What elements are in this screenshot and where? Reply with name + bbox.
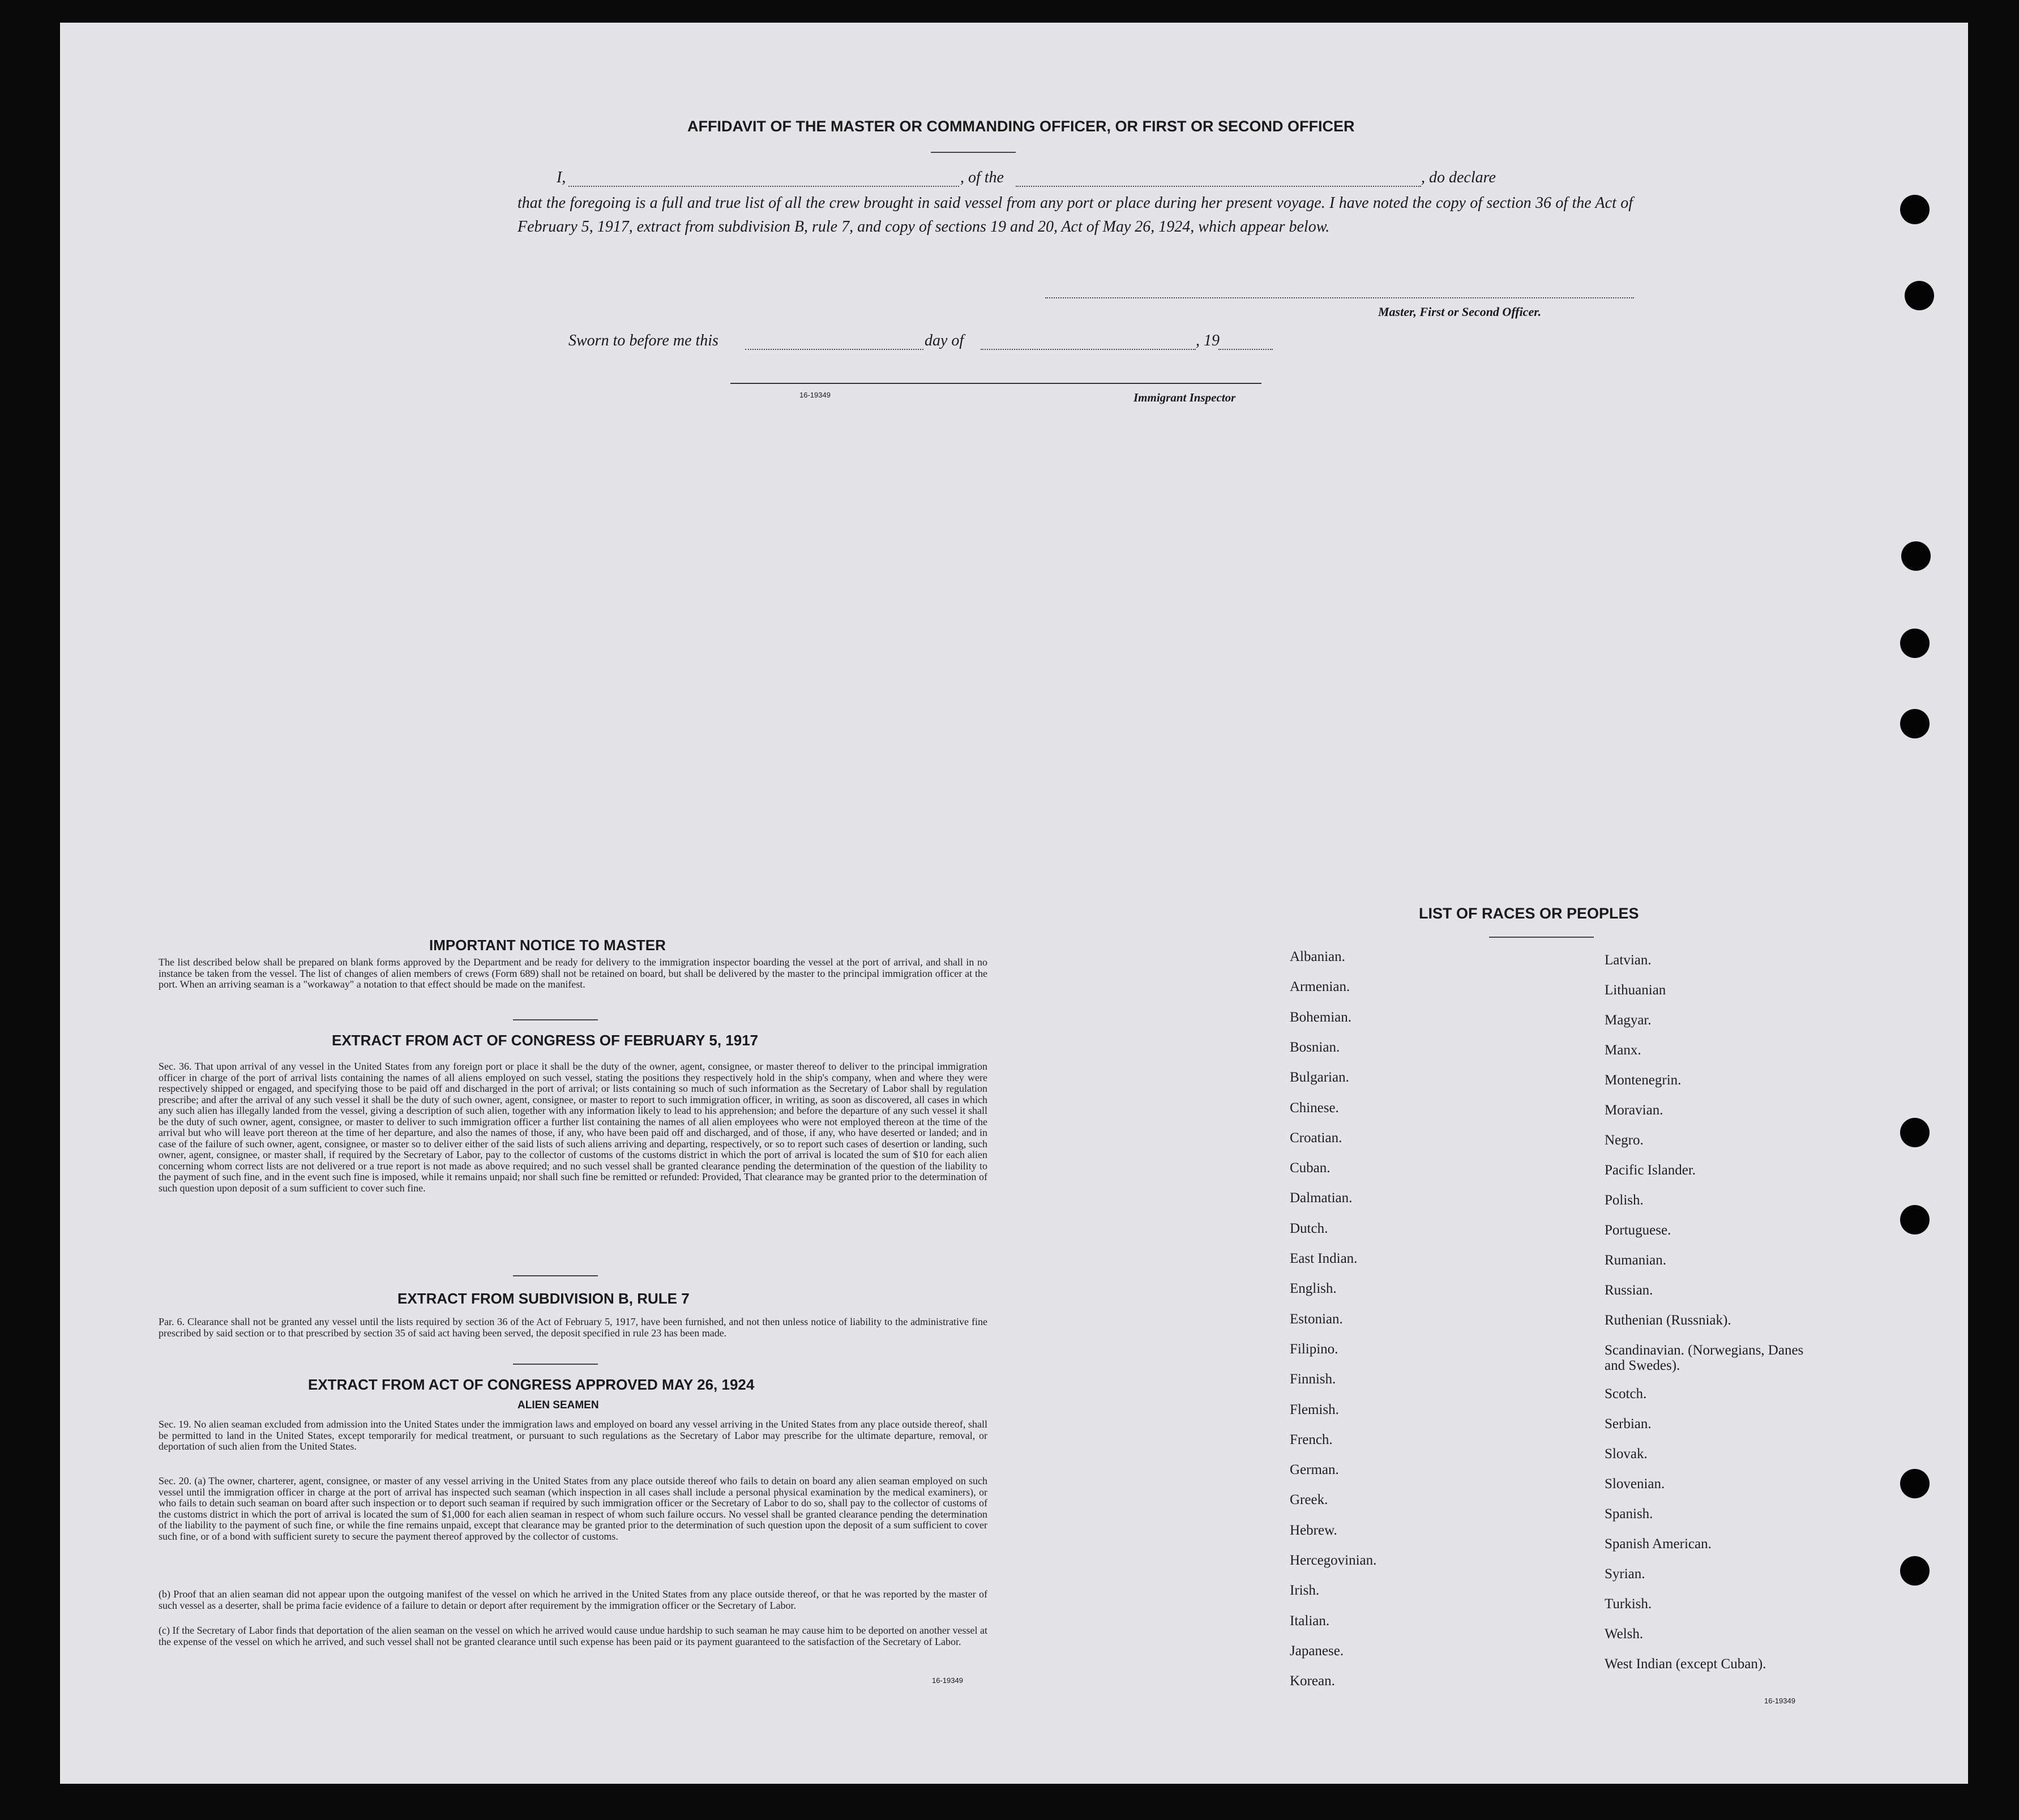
extract-1924-title: EXTRACT FROM ACT OF CONGRESS APPROVED MAY 26, 1924 (308, 1376, 755, 1393)
binder-hole (1900, 1469, 1930, 1498)
race-item: Hercegovinian. (1290, 1553, 1377, 1568)
race-item: Moravian. (1605, 1103, 1663, 1118)
race-item: Serbian. (1605, 1416, 1652, 1432)
signature-line[interactable] (1045, 297, 1634, 298)
inspector-line[interactable] (730, 383, 1261, 384)
binder-hole (1900, 195, 1930, 224)
binder-hole (1900, 709, 1930, 738)
race-item: Ruthenian (Russniak). (1605, 1313, 1731, 1328)
race-item: Manx. (1605, 1043, 1641, 1058)
race-item: English. (1290, 1281, 1337, 1297)
race-item: Welsh. (1605, 1626, 1644, 1642)
race-item: Syrian. (1605, 1566, 1645, 1582)
race-item: Portuguese. (1605, 1223, 1671, 1238)
extract-1924-subtitle: ALIEN SEAMEN (517, 1399, 599, 1411)
vessel-field[interactable] (1016, 186, 1421, 187)
signature-caption: Master, First or Second Officer. (1378, 305, 1542, 319)
races-rule (1489, 937, 1594, 938)
race-item: Slovenian. (1605, 1476, 1665, 1492)
form-number-top: 16-19349 (799, 391, 831, 399)
extract-1917-rule (513, 1275, 598, 1276)
form-number-bottom-left: 16-19349 (932, 1676, 963, 1685)
binder-hole (1900, 1556, 1930, 1586)
race-item: Irish. (1290, 1583, 1320, 1599)
sworn-day-field[interactable] (745, 349, 923, 350)
form-number-races: 16-19349 (1764, 1697, 1795, 1705)
notice-body: The list described below shall be prepared on blank forms approved by the Department and be ready for delivery to the immigration inspector boarding the vessel at the port of arrival, and shall in no instance be taken from the vessel. The list of changes of alien members of crews (Form 689) shall not be retained on board, but shall be delivered by the master to the principal immigration officer at the port. When an arriving seaman is a "workaway" a notation to that effect should be made on the manifest. (159, 956, 987, 990)
affidavit-title: AFFIDAVIT OF THE MASTER OR COMMANDING OFFICER, OR FIRST OR SECOND OFFICER (687, 118, 1355, 135)
race-item: Scotch. (1605, 1386, 1647, 1402)
race-item: Latvian. (1605, 952, 1652, 968)
race-item: Flemish. (1290, 1402, 1339, 1417)
race-item: Croatian. (1290, 1130, 1342, 1146)
race-item: Negro. (1605, 1133, 1644, 1148)
race-item: Slovak. (1605, 1446, 1648, 1462)
race-item: West Indian (except Cuban). (1605, 1656, 1766, 1672)
race-item: Chinese. (1290, 1100, 1339, 1116)
sworn-label: Sworn to before me this (568, 332, 718, 349)
rule7-body: Par. 6. Clearance shall not be granted any vessel until the lists required by section 36 of the Act of February 5, 1917, have been furnished, and not then unless notice of liability to the administrative fine prescribed by said section or to that prescribed by section 35 of said act having been served, the deposit specified in rule 23 has been made. (159, 1316, 987, 1339)
binder-hole (1901, 541, 1931, 571)
race-item: Pacific Islander. (1605, 1163, 1696, 1178)
race-item: Bohemian. (1290, 1009, 1352, 1025)
sworn-year-field[interactable] (1218, 349, 1273, 350)
race-item: Korean. (1290, 1673, 1335, 1689)
document-page (60, 23, 1968, 1784)
rule7-rule (513, 1364, 598, 1365)
race-item: Spanish. (1605, 1506, 1653, 1522)
sec20c-body: (c) If the Secretary of Labor finds that deportation of the alien seaman on the vessel on which he arrived would cause undue hardship to such seaman he may cause him to be deported on another vessel at the expense of the vessel on which he arrived, and such vessel shall not be granted clearance until such expense has been paid or its payment guaranteed to the satisfaction of the Secretary of Labor. (159, 1625, 987, 1647)
race-item: Armenian. (1290, 979, 1350, 995)
race-item: Cuban. (1290, 1160, 1331, 1176)
race-item: Lithuanian (1605, 982, 1666, 998)
binder-hole (1900, 1205, 1930, 1234)
race-item: Japanese. (1290, 1643, 1344, 1659)
binder-hole (1900, 1118, 1930, 1147)
race-item: Bulgarian. (1290, 1070, 1349, 1086)
name-field[interactable] (568, 186, 959, 187)
notice-rule (513, 1019, 598, 1020)
race-item: Greek. (1290, 1492, 1328, 1508)
extract-1917-title: EXTRACT FROM ACT OF CONGRESS OF FEBRUARY 5, 1917 (332, 1032, 759, 1049)
sec20b-body: (b) Proof that an alien seaman did not appear upon the outgoing manifest of the vessel on which he arrived in the United States from any place outside thereof, or that he was reported by the master of such vessel as a deserter, shall be prima facie evidence of a failure to detain or deport after requirement by the immigration officer or the Secretary of Labor. (159, 1588, 987, 1611)
binder-hole (1900, 629, 1930, 658)
day-of-label: day of (925, 332, 964, 349)
affidavit-body: that the foregoing is a full and true list of all the crew brought in said vessel from any port or place during her present voyage. I have noted the copy of section 36 of the Act of February 5, 1917, extract from subdivision B, rule 7, and copy of sections 19 and 20, Act of May 26, 1924, which appear below. (517, 194, 1633, 236)
race-item: Filipino. (1290, 1341, 1338, 1357)
race-item: Montenegrin. (1605, 1073, 1682, 1088)
race-item: Dalmatian. (1290, 1190, 1353, 1206)
sec19-body: Sec. 19. No alien seaman excluded from admission into the United States under the immigration laws and employed on board any vessel arriving in the United States from any place outside thereof, shall be permitted to land in the United States, except temporarily for medical treatment, or pursuant to such regulations as the Secretary of Labor may prescribe for the ultimate departure, removal, or deportation of such alien from the United States. (159, 1419, 987, 1452)
affidavit-of-the: , of the (960, 169, 1004, 186)
race-item: Finnish. (1290, 1372, 1336, 1387)
race-item: Polish. (1605, 1193, 1644, 1208)
title-rule (931, 152, 1016, 153)
races-title: LIST OF RACES OR PEOPLES (1419, 905, 1639, 922)
race-item: Turkish. (1605, 1596, 1652, 1612)
race-item: Rumanian. (1605, 1253, 1667, 1268)
race-item: Bosnian. (1290, 1039, 1340, 1055)
race-item: East Indian. (1290, 1251, 1358, 1266)
race-item: French. (1290, 1432, 1333, 1447)
rule7-title: EXTRACT FROM SUBDIVISION B, RULE 7 (397, 1290, 690, 1307)
race-item: Estonian. (1290, 1311, 1343, 1327)
year-label: , 19 (1196, 332, 1220, 349)
sec20a-body: Sec. 20. (a) The owner, charterer, agent, consignee, or master of any vessel arriving in the United States from any place outside thereof who fails to detain on board any alien seaman employed on such vessel until the immigration officer in charge at the port of arrival has inspected such seaman (which inspection in all cases shall include a personal physical examination by the medical examiners), or who fails to detain such seaman on board after such inspection or to deport such seaman if required by such immigration officer or the Secretary of Labor to do so, shall pay to the collector of customs of the customs district in which the port of arrival is located the sum of $1,000 for each alien seaman in respect of whom such failure occurs. No vessel shall be granted clearance pending the determination of the liability to the payment of such fine, or while the fine remains unpaid, except that clearance may be granted prior to the determination of such question upon the deposit of a sum sufficient to cover such fine, or of a bond with sufficient surety to secure the payment thereof approved by the collector of customs. (159, 1475, 987, 1542)
inspector-caption: Immigrant Inspector (1133, 391, 1236, 404)
race-item: Spanish American. (1605, 1536, 1712, 1552)
affidavit-do-declare: , do declare (1421, 169, 1496, 186)
binder-hole (1905, 281, 1934, 310)
notice-title: IMPORTANT NOTICE TO MASTER (429, 937, 666, 954)
affidavit-i-label: I, (557, 169, 566, 186)
sworn-month-field[interactable] (981, 349, 1196, 350)
race-item: Russian. (1605, 1283, 1653, 1298)
race-item: Hebrew. (1290, 1522, 1337, 1538)
race-item: Dutch. (1290, 1220, 1328, 1236)
race-item: Scandinavian. (Norwegians, Danes and Swedes). (1605, 1343, 1804, 1373)
race-item: Italian. (1290, 1613, 1330, 1629)
extract-1917-body: Sec. 36. That upon arrival of any vessel in the United States from any foreign port or place it shall be the duty of the owner, agent, consignee, or master thereof to deliver to the principal immigration officer in charge of the port of arrival lists containing the names of all aliens employed on such vessel, stating the positions they respectively hold in the ship's company, when and where they were respectively shipped or engaged, and specifying those to be paid off and discharged in the port of arrival; or lists containing so much of such information as the Secretary of Labor shall by regulation prescribe; and after the arrival of any such vessel it shall be the duty of such owner, agent, consignee, or master to report to such immigration officer, in writing, as soon as discovered, all cases in which any such alien has illegally landed from the vessel, giving a description of such alien, together with any information likely to lead to his apprehension; and before the departure of any such vessel it shall be the duty of such owner, agent, consignee, or master to deliver to such immigration officer a further list containing the names of all alien employees who were not employed thereon at the time of the arrival but who will leave port thereon at the time of her departure, and also the names of those, if any, who have been paid off and discharged, and of those, if any, who have deserted or landed; and in case of the failure of such owner, agent, consignee, or master so to deliver either of the said lists of such aliens arriving and departing, respectively, or so to report such cases of desertion or landing, such owner, agent, consignee, or master shall, if required by the Secretary of Labor, pay to the collector of customs of the customs district in which the port of arrival is located the sum of $10 for each alien concerning whom correct lists are not delivered or a true report is not made as above required; and no such vessel shall be granted clearance pending the determination of the question of the liability to the payment of such fine, and in the event such fine is imposed, while it remains unpaid; nor shall such fine be remitted or refunded: Provided, That clearance may be granted prior to the determination of such question upon deposit of a sum sufficient to cover such fine. (159, 1061, 987, 1194)
race-item: Albanian. (1290, 949, 1345, 964)
race-item: German. (1290, 1462, 1339, 1478)
race-item: Magyar. (1605, 1012, 1652, 1028)
